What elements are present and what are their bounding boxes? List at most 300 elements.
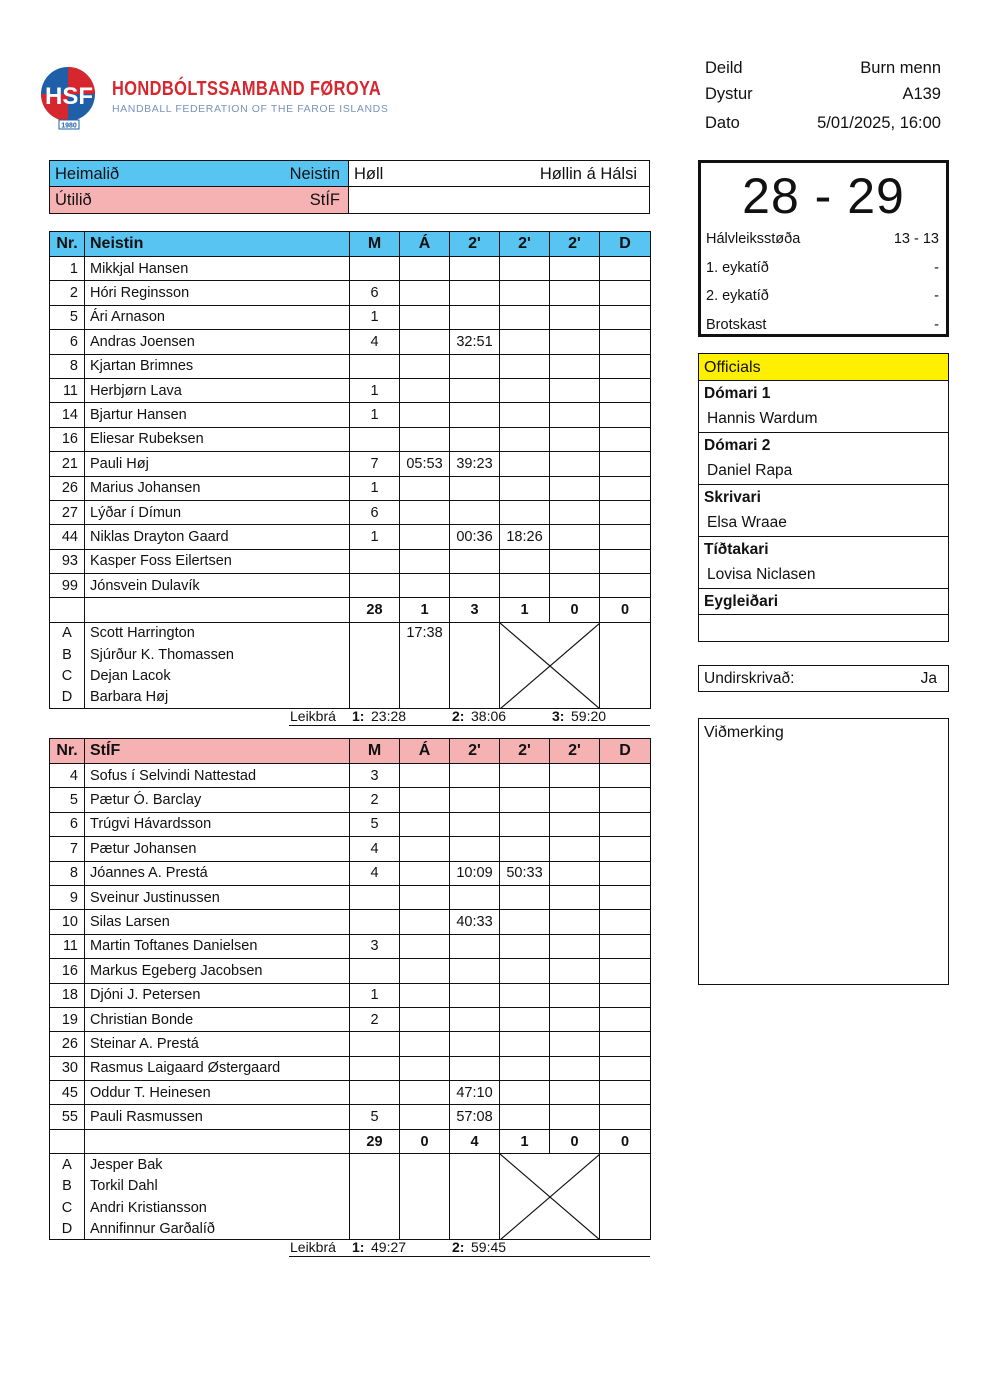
player-warning [400, 281, 450, 305]
player-disqualification [600, 1081, 651, 1105]
player-suspension-3 [550, 1105, 600, 1129]
player-goals [350, 1032, 400, 1056]
player-suspension-3 [550, 427, 600, 451]
player-suspension-1 [450, 378, 500, 402]
player-suspension-1: 39:23 [450, 452, 500, 476]
player-suspension-1 [450, 1056, 500, 1080]
player-suspension-3 [550, 257, 600, 281]
player-suspension-2 [500, 427, 550, 451]
player-row [50, 1105, 651, 1129]
player-suspension-3 [550, 354, 600, 378]
player-suspension-1: 47:10 [450, 1081, 500, 1105]
player-goals: 3 [350, 934, 400, 958]
player-name: Kjartan Brimnes [85, 354, 350, 378]
match-meta [705, 56, 941, 137]
player-row [50, 1032, 651, 1056]
player-name: Mikkjal Hansen [85, 257, 350, 281]
player-number: 93 [50, 549, 85, 573]
player-goals: 1 [350, 476, 400, 500]
player-disqualification [600, 1007, 651, 1031]
home-team-table [49, 231, 651, 709]
player-goals: 7 [350, 452, 400, 476]
player-suspension-3 [550, 476, 600, 500]
player-suspension-3 [550, 378, 600, 402]
remarks-label: Viðmerking [704, 724, 784, 741]
player-number: 14 [50, 403, 85, 427]
player-number: 21 [50, 452, 85, 476]
meta-row-date [705, 111, 941, 137]
player-number: 5 [50, 788, 85, 812]
player-name: Lýðar í Dímun [85, 500, 350, 524]
player-suspension-3 [550, 452, 600, 476]
player-goals: 4 [350, 837, 400, 861]
timeout-1: 23:28 [371, 708, 407, 724]
player-warning [400, 764, 450, 788]
player-suspension-1 [450, 1032, 500, 1056]
official-name: Elsa Wraae [699, 511, 948, 537]
col-s2: 2' [500, 739, 550, 764]
player-suspension-1 [450, 305, 500, 329]
team-official-row [50, 1154, 651, 1176]
score-row-label: 1. eykatíð [706, 259, 769, 276]
player-suspension-2 [500, 1081, 550, 1105]
signed-value: Ja [920, 670, 937, 687]
col-d: D [600, 739, 651, 764]
player-row [50, 354, 651, 378]
svg-text:HSF: HSF [45, 83, 93, 110]
player-number: 26 [50, 1032, 85, 1056]
player-warning [400, 812, 450, 836]
player-goals [350, 1081, 400, 1105]
player-disqualification [600, 354, 651, 378]
away-team-table [49, 738, 651, 1240]
score-row-value: - [934, 259, 939, 276]
player-number: 19 [50, 1007, 85, 1031]
official-role: Skrivari [704, 489, 761, 506]
total-m: 28 [350, 598, 400, 622]
player-disqualification [600, 959, 651, 983]
home-timeouts [289, 706, 650, 726]
total-a: 1 [400, 598, 450, 622]
player-name: Herbjørn Lava [85, 378, 350, 402]
player-name: Marius Johansen [85, 476, 350, 500]
player-suspension-2: 50:33 [500, 861, 550, 885]
federation-subtitle: HANDBALL FEDERATION OF THE FAROE ISLANDS [112, 103, 389, 115]
player-goals: 5 [350, 812, 400, 836]
player-suspension-1 [450, 812, 500, 836]
player-disqualification [600, 1056, 651, 1080]
timeout-1: 49:27 [371, 1239, 407, 1255]
player-suspension-1 [450, 354, 500, 378]
player-suspension-3 [550, 549, 600, 573]
meta-value: 5/01/2025, 16:00 [817, 114, 941, 132]
player-name: Steinar A. Prestá [85, 1032, 350, 1056]
score-row-label: Brotskast [706, 316, 767, 333]
player-warning [400, 574, 450, 598]
player-disqualification [600, 1105, 651, 1129]
player-suspension-3 [550, 1032, 600, 1056]
team-official-letter: D [50, 1218, 85, 1240]
player-number: 6 [50, 812, 85, 836]
player-row [50, 934, 651, 958]
player-suspension-1 [450, 281, 500, 305]
player-number: 5 [50, 305, 85, 329]
player-name: Trúgvi Hávardsson [85, 812, 350, 836]
player-number: 16 [50, 959, 85, 983]
away-table-header [50, 739, 651, 764]
player-suspension-2 [500, 330, 550, 354]
official-role: Dómari 1 [704, 385, 771, 402]
player-suspension-1 [450, 885, 500, 909]
player-warning [400, 500, 450, 524]
player-disqualification [600, 983, 651, 1007]
col-s3: 2' [550, 232, 600, 257]
player-suspension-1: 32:51 [450, 330, 500, 354]
player-warning [400, 788, 450, 812]
total-s1: 3 [450, 598, 500, 622]
player-row [50, 959, 651, 983]
total-d: 0 [600, 598, 651, 622]
timeout-label: Leikbrá [290, 708, 336, 724]
player-suspension-3 [550, 305, 600, 329]
team-official-name: Sjúrður K. Thomassen [85, 644, 350, 666]
score-row [701, 226, 946, 255]
team-official-warning [400, 1154, 450, 1240]
player-suspension-1 [450, 427, 500, 451]
player-number: 8 [50, 861, 85, 885]
player-name: Rasmus Laigaard Østergaard [85, 1056, 350, 1080]
away-player-rows [50, 764, 651, 1130]
player-warning [400, 910, 450, 934]
player-goals: 3 [350, 764, 400, 788]
meta-value: Burn menn [860, 59, 941, 77]
team-official-name: Dejan Lacok [85, 665, 350, 687]
venue-label: Høll [354, 165, 384, 183]
player-goals: 2 [350, 788, 400, 812]
player-row [50, 1056, 651, 1080]
official-name: Daniel Rapa [699, 459, 948, 485]
home-team-row [49, 160, 650, 187]
player-suspension-2 [500, 476, 550, 500]
player-suspension-3 [550, 1056, 600, 1080]
player-suspension-2 [500, 305, 550, 329]
col-team-name: StÍF [85, 739, 350, 764]
player-warning [400, 330, 450, 354]
player-disqualification [600, 476, 651, 500]
player-name: Silas Larsen [85, 910, 350, 934]
player-goals [350, 549, 400, 573]
federation-logo [38, 60, 389, 132]
player-suspension-1 [450, 500, 500, 524]
player-number: 44 [50, 525, 85, 549]
player-disqualification [600, 281, 651, 305]
team-official-letter: A [50, 1154, 85, 1176]
total-s2: 1 [500, 598, 550, 622]
official-name [699, 615, 948, 641]
col-s3: 2' [550, 739, 600, 764]
player-disqualification [600, 427, 651, 451]
score-row-label: 2. eykatíð [706, 288, 769, 304]
player-goals: 1 [350, 378, 400, 402]
player-disqualification [600, 837, 651, 861]
timeout-2: 59:45 [471, 1239, 507, 1255]
player-goals: 2 [350, 1007, 400, 1031]
player-number: 18 [50, 983, 85, 1007]
player-suspension-2 [500, 812, 550, 836]
player-disqualification [600, 1032, 651, 1056]
player-goals: 5 [350, 1105, 400, 1129]
team-official-letter: C [50, 1197, 85, 1219]
home-team-officials [50, 622, 651, 708]
player-number: 16 [50, 427, 85, 451]
player-row [50, 837, 651, 861]
player-goals: 1 [350, 525, 400, 549]
player-suspension-2: 18:26 [500, 525, 550, 549]
player-number: 11 [50, 378, 85, 402]
cross-icon [500, 623, 600, 709]
final-score: 28 - 29 [742, 168, 905, 224]
player-suspension-1 [450, 764, 500, 788]
timeout-2-label: 2: [452, 1239, 465, 1255]
player-row [50, 427, 651, 451]
official-role: Eygleiðari [699, 589, 948, 615]
player-warning [400, 378, 450, 402]
svg-text:1980: 1980 [61, 122, 77, 130]
team-official-name: Scott Harrington [85, 622, 350, 644]
player-row [50, 305, 651, 329]
player-goals: 4 [350, 861, 400, 885]
away-team-row [49, 187, 650, 214]
player-suspension-2 [500, 910, 550, 934]
away-label: Útilið [55, 191, 92, 209]
player-name: Hóri Reginsson [85, 281, 350, 305]
player-row [50, 403, 651, 427]
player-name: Pætur Ó. Barclay [85, 788, 350, 812]
player-goals: 1 [350, 983, 400, 1007]
player-suspension-3 [550, 281, 600, 305]
player-goals [350, 959, 400, 983]
player-row [50, 1007, 651, 1031]
player-suspension-1 [450, 934, 500, 958]
timeout-3: 59:20 [571, 708, 607, 724]
player-suspension-1 [450, 403, 500, 427]
player-row [50, 525, 651, 549]
player-disqualification [600, 452, 651, 476]
total-s3: 0 [550, 598, 600, 622]
player-disqualification [600, 934, 651, 958]
player-warning [400, 427, 450, 451]
player-row [50, 257, 651, 281]
player-row [50, 574, 651, 598]
meta-label: Deild [705, 59, 743, 77]
player-number: 45 [50, 1081, 85, 1105]
player-suspension-1 [450, 257, 500, 281]
col-team-name: Neistin [85, 232, 350, 257]
player-row [50, 812, 651, 836]
official-name: Hannis Wardum [699, 407, 948, 433]
player-name: Niklas Drayton Gaard [85, 525, 350, 549]
player-name: Sofus í Selvindi Nattestad [85, 764, 350, 788]
team-official-name: Annifinnur Garðalíð [85, 1218, 350, 1240]
player-suspension-3 [550, 1081, 600, 1105]
team-official-warning: 17:38 [400, 622, 450, 708]
player-warning [400, 983, 450, 1007]
player-suspension-1: 10:09 [450, 861, 500, 885]
player-row [50, 500, 651, 524]
player-disqualification [600, 500, 651, 524]
player-number: 99 [50, 574, 85, 598]
player-row [50, 788, 651, 812]
player-number: 30 [50, 1056, 85, 1080]
player-row [50, 861, 651, 885]
player-warning [400, 403, 450, 427]
player-suspension-3 [550, 983, 600, 1007]
team-official-name: Barbara Høj [85, 687, 350, 709]
col-nr: Nr. [50, 232, 85, 257]
official-role: Tíðtakari [704, 541, 769, 558]
player-row [50, 910, 651, 934]
player-suspension-2 [500, 354, 550, 378]
player-row [50, 378, 651, 402]
player-disqualification [600, 330, 651, 354]
signed-box [698, 665, 949, 692]
total-m: 29 [350, 1129, 400, 1153]
player-warning [400, 959, 450, 983]
player-suspension-2 [500, 885, 550, 909]
player-suspension-2 [500, 257, 550, 281]
player-number: 2 [50, 281, 85, 305]
signed-label: Undirskrivað: [704, 670, 795, 687]
timeout-1-label: 1: [352, 1239, 365, 1255]
player-suspension-1: 57:08 [450, 1105, 500, 1129]
player-disqualification [600, 305, 651, 329]
team-official-letter: D [50, 687, 85, 709]
player-warning [400, 257, 450, 281]
player-row [50, 1081, 651, 1105]
player-suspension-3 [550, 812, 600, 836]
player-warning [400, 354, 450, 378]
player-warning [400, 837, 450, 861]
player-suspension-1 [450, 549, 500, 573]
match-info [49, 160, 650, 214]
venue-name: Høllin á Hálsi [539, 165, 637, 183]
player-suspension-1: 00:36 [450, 525, 500, 549]
player-suspension-2 [500, 281, 550, 305]
col-nr: Nr. [50, 739, 85, 764]
timeout-3-label: 3: [552, 708, 565, 724]
player-row [50, 764, 651, 788]
col-a: Á [400, 232, 450, 257]
player-disqualification [600, 861, 651, 885]
meta-label: Dystur [705, 85, 753, 103]
team-official-name: Andri Kristiansson [85, 1197, 350, 1219]
score-row [701, 312, 946, 341]
federation-name: HONDBÓLTSSAMBAND FØROYA [112, 78, 382, 100]
player-suspension-3 [550, 934, 600, 958]
player-goals [350, 1056, 400, 1080]
score-row-value: - [934, 316, 939, 333]
team-official-row [50, 622, 651, 644]
player-disqualification [600, 378, 651, 402]
team-official-name: Jesper Bak [85, 1154, 350, 1176]
player-disqualification [600, 885, 651, 909]
player-suspension-3 [550, 910, 600, 934]
player-number: 1 [50, 257, 85, 281]
player-warning [400, 476, 450, 500]
col-s2: 2' [500, 232, 550, 257]
crossed-out-cell [500, 622, 600, 708]
player-suspension-2 [500, 959, 550, 983]
player-row [50, 549, 651, 573]
player-suspension-2 [500, 837, 550, 861]
player-row [50, 885, 651, 909]
player-name: Jónsvein Dulavík [85, 574, 350, 598]
player-disqualification [600, 574, 651, 598]
player-warning: 05:53 [400, 452, 450, 476]
player-name: Markus Egeberg Jacobsen [85, 959, 350, 983]
player-suspension-3 [550, 330, 600, 354]
player-suspension-1 [450, 476, 500, 500]
player-suspension-3 [550, 764, 600, 788]
player-disqualification [600, 764, 651, 788]
player-name: Oddur T. Heinesen [85, 1081, 350, 1105]
player-name: Pauli Høj [85, 452, 350, 476]
player-suspension-1 [450, 1007, 500, 1031]
player-goals: 6 [350, 281, 400, 305]
player-goals [350, 885, 400, 909]
player-suspension-3 [550, 525, 600, 549]
player-disqualification [600, 788, 651, 812]
score-row [701, 255, 946, 284]
player-suspension-2 [500, 1056, 550, 1080]
score-row [701, 283, 946, 312]
player-suspension-3 [550, 1007, 600, 1031]
player-suspension-2 [500, 574, 550, 598]
player-number: 26 [50, 476, 85, 500]
player-row [50, 983, 651, 1007]
player-name: Ári Arnason [85, 305, 350, 329]
player-name: Pætur Johansen [85, 837, 350, 861]
player-warning [400, 1056, 450, 1080]
total-s2: 1 [500, 1129, 550, 1153]
player-number: 55 [50, 1105, 85, 1129]
timeout-1-label: 1: [352, 708, 365, 724]
player-warning [400, 549, 450, 573]
meta-row-division [705, 56, 941, 82]
player-goals [350, 574, 400, 598]
player-name: Pauli Rasmussen [85, 1105, 350, 1129]
player-warning [400, 1032, 450, 1056]
total-s3: 0 [550, 1129, 600, 1153]
meta-label: Dato [705, 114, 740, 132]
home-label: Heimalið [55, 165, 120, 183]
player-suspension-3 [550, 861, 600, 885]
player-disqualification [600, 525, 651, 549]
player-goals [350, 427, 400, 451]
team-official-name: Torkil Dahl [85, 1175, 350, 1197]
home-table-header [50, 232, 651, 257]
total-a: 0 [400, 1129, 450, 1153]
cross-icon [500, 1154, 600, 1240]
player-disqualification [600, 257, 651, 281]
player-name: Bjartur Hansen [85, 403, 350, 427]
player-suspension-1 [450, 574, 500, 598]
player-suspension-2 [500, 378, 550, 402]
player-suspension-2 [500, 934, 550, 958]
player-number: 27 [50, 500, 85, 524]
player-suspension-3 [550, 403, 600, 427]
player-suspension-3 [550, 574, 600, 598]
